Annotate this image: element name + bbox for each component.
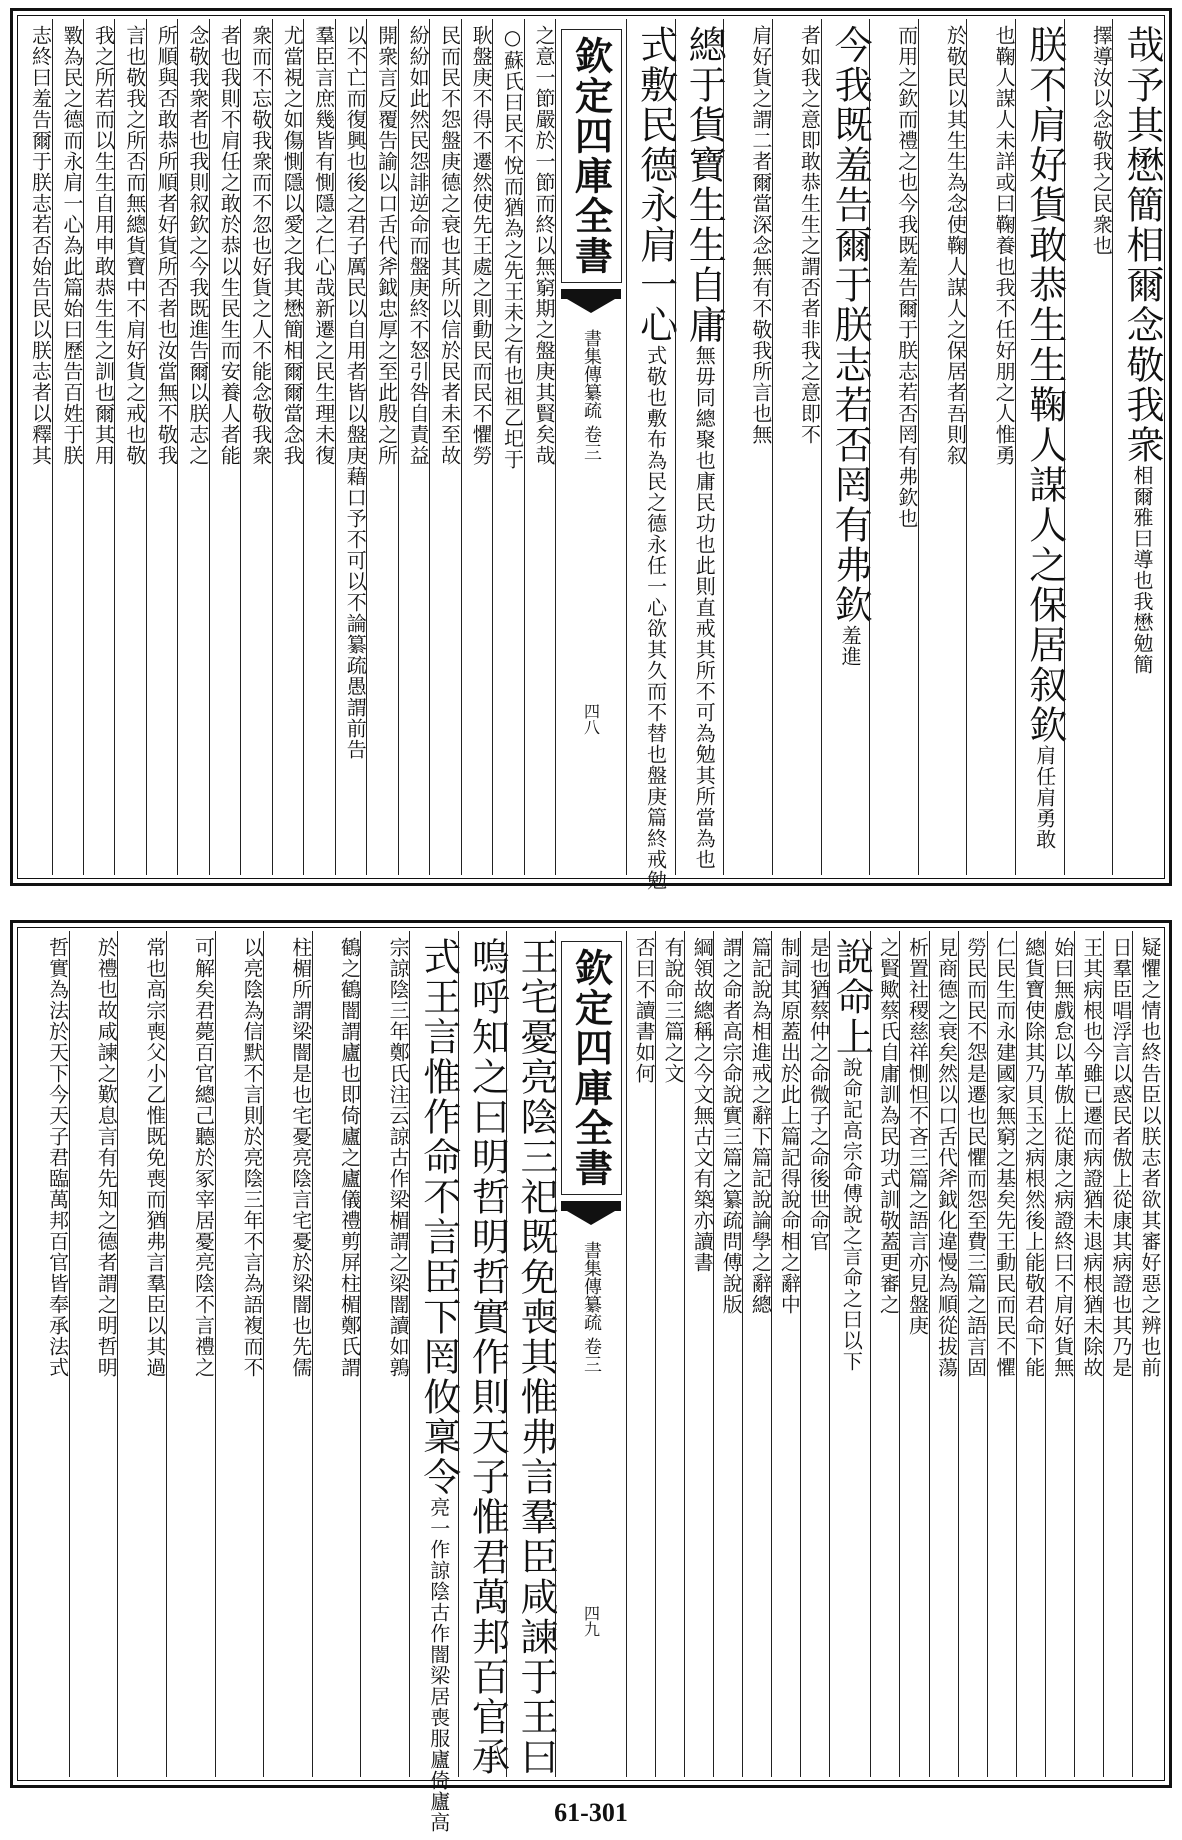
- text-column: [524, 19, 555, 875]
- text-column: [240, 19, 271, 875]
- text-column: [461, 19, 492, 875]
- main-text: 王宅憂亮陰三祀既免喪其惟弗言羣臣咸諫于王曰: [514, 937, 558, 1777]
- commentary-text: 開衆言反覆告諭以口舌代斧鉞忠厚之至此殷之所: [374, 25, 399, 466]
- text-column: [303, 19, 334, 875]
- commentary-text: 鶴之鶴闇謂廬也即倚廬之廬儀禮剪屏柱楣鄭氏謂: [337, 937, 362, 1378]
- upper-leaf-content: [21, 19, 1164, 891]
- commentary-text: 之賢歟蔡氏自庸訓為民功式訓敬蓋更審之: [876, 937, 901, 1315]
- text-column: [684, 931, 713, 1777]
- lower-fold-margin: [555, 931, 627, 1777]
- commentary-text: 紛紛如此然民怨誹逆命而盤庚終不怒引咎自責益: [406, 25, 431, 466]
- text-column: [1045, 931, 1074, 1777]
- upper-right-half: [627, 19, 1164, 891]
- commentary-text: 亮一作諒陰古作闇梁居喪服廬倚廬高: [426, 1497, 451, 1833]
- commentary-text: 尤當視之如傷惻隱以愛之我其懋簡相爾爾當念我: [280, 25, 305, 466]
- text-column: [114, 19, 145, 875]
- main-text: 嗚呼知之曰明哲明哲實作則天子惟君萬邦百官承: [465, 937, 510, 1777]
- commentary-text: 謂之命者高宗命說實三篇之纂疏問傅說版: [719, 937, 744, 1315]
- text-column: [899, 931, 928, 1777]
- commentary-text: 斁為民之德而永肩一心為此篇始曰歷告百姓于朕: [59, 25, 84, 466]
- text-column: [958, 931, 987, 1777]
- text-column: [21, 931, 69, 1777]
- text-column: [366, 19, 397, 875]
- text-column: [177, 19, 208, 875]
- commentary-text: 以亮陰為信默不言則於亮陰三年不言為語複而不: [240, 937, 265, 1378]
- commentary-text: 常也高宗喪父小乙惟既免喪而猶弗言羣臣以其過: [142, 937, 167, 1378]
- text-column: [398, 19, 429, 875]
- commentary-text: 之意一節嚴於一節而終以無窮期之盤庚其賢矣哉: [532, 25, 556, 466]
- commentary-text: 於敬民以其生生為念使鞠人謀人之保居者吾則叙: [943, 25, 968, 466]
- text-column: [870, 931, 899, 1777]
- commentary-text: 柱楣所謂梁闇是也宅憂亮陰言宅憂於梁闇也先儒: [288, 937, 313, 1378]
- text-column: [429, 19, 460, 875]
- commentary-text: 篇記說為相進戒之辭下篇記說論學之辭總: [748, 937, 773, 1315]
- main-text: 朕不肩好貨敢恭生生鞠人謀人之保居叙欽: [1022, 25, 1067, 745]
- commentary-text: 肩好貨之謂二者爾當深念無有不敬我所言也無: [748, 25, 773, 445]
- commentary-text: 念敬我衆者也我則叙欽之今我既進告爾以朕志之: [185, 25, 210, 466]
- commentary-text: 志終曰羞告爾于朕志若否始告民以朕志者以釋其: [28, 25, 53, 466]
- commentary-text: 析置社稷慈祥惻怛不吝三篇之語言亦見盤庚: [905, 937, 930, 1336]
- commentary-text: 羞進: [838, 625, 863, 667]
- main-text: 式敷民德永肩一心: [633, 25, 678, 345]
- fold-volume: 卷三: [581, 425, 602, 461]
- lower-left-half: [21, 931, 558, 1833]
- commentary-text: 也鞠人謀人未詳或曰鞠養也我不任好朋之人惟勇: [992, 25, 1017, 466]
- text-column: [675, 19, 727, 875]
- commentary-text: 擇導汝以念敬我之民衆也: [1089, 25, 1114, 256]
- commentary-text: 哲實為法於天下今天子君臨萬邦百官皆奉承法式: [45, 937, 70, 1378]
- text-column: [69, 931, 118, 1777]
- text-column: [987, 931, 1016, 1777]
- commentary-text: 式敬也敷布為民之德永任一心欲其久而不替也盤庚篇終戒勉: [643, 345, 668, 891]
- commentary-text: 於禮也故咸諫之歎息言有先知之德者謂之明哲明: [94, 937, 119, 1378]
- lower-right-half: [627, 931, 1161, 1777]
- commentary-text: 所順與否敢恭所順者好貨所否者也汝當無不敬我: [154, 25, 179, 466]
- text-column: [772, 19, 821, 875]
- text-column: [166, 931, 215, 1777]
- commentary-text: 言也敬我之所否而無總貨寶中不肩好貨之戒也敬: [122, 25, 147, 466]
- commentary-text: 無毋同總聚也庸民功也此則直戒其所不可為勉其所當為也: [692, 345, 717, 870]
- fold-book-title: 書集傳纂疏: [581, 329, 602, 419]
- page-number: 61-301: [554, 1798, 628, 1827]
- text-column: [506, 931, 558, 1777]
- text-column: [21, 19, 51, 875]
- text-column: [1016, 931, 1045, 1777]
- commentary-text: 疑懼之情也終告臣以朕志者欲其審好惡之辨也前: [1138, 937, 1162, 1378]
- text-column: [52, 19, 83, 875]
- main-text: 哉予其懋簡相爾念敬我衆: [1120, 25, 1164, 465]
- upper-fold-margin: [555, 19, 627, 875]
- commentary-text: 宗諒陰三年鄭氏注云諒古作梁楣謂之梁闇讀如鶉: [386, 937, 411, 1378]
- text-column: [800, 931, 829, 1777]
- commentary-text: 王其病根也今雖已遷而病證猶未退病根猶未除故: [1079, 937, 1104, 1378]
- fish-tail-mark-icon: [561, 289, 621, 315]
- commentary-text: 我之所若而以生生自用申敢恭生生之訓也爾其用: [91, 25, 116, 466]
- text-column: [409, 931, 461, 1833]
- text-column: [1015, 19, 1067, 875]
- text-column: [209, 19, 240, 875]
- text-column: [272, 19, 303, 875]
- fish-tail-mark-icon: [561, 1201, 621, 1227]
- text-column: [1064, 19, 1113, 875]
- text-column: [312, 931, 361, 1777]
- text-column: [771, 931, 800, 1777]
- commentary-text: 否曰不讀書如何: [632, 937, 657, 1084]
- commentary-text: 者如我之意即敢恭生生之謂否者非我之意即不: [797, 25, 822, 445]
- text-column: [263, 931, 312, 1777]
- commentary-text: 仁民生而永建國家無窮之基矣先王動民而民不懼: [992, 937, 1017, 1378]
- upper-left-half: [21, 19, 555, 875]
- text-column: [360, 931, 409, 1777]
- main-text: 式王言惟作命不言臣下罔攸稟令: [416, 937, 461, 1497]
- main-text: 今我既羞告爾于朕志若否罔有弗欽: [828, 25, 873, 625]
- commentary-text: 相爾雅曰導也我懋勉簡: [1130, 465, 1154, 675]
- commentary-text: 制詞其原蓋出於此上篇記得說命相之辭中: [777, 937, 802, 1315]
- commentary-text: 是也猶蔡仲之命微子之命後世命官: [806, 937, 831, 1252]
- commentary-text: 衆而不忘敬我衆而不忽也好貨之人不能念敬我衆: [248, 25, 273, 466]
- commentary-text: 而用之欽而禮之也今我既羞告爾于朕志若否罔有弗欽也: [894, 25, 919, 529]
- commentary-text: 說命記高宗命傅說之言命之曰以下: [839, 1057, 864, 1372]
- fold-title: 欽定四庫全書: [561, 941, 622, 1195]
- commentary-text: 日羣臣唱浮言以惑民者傲上從康其病證也其乃是: [1108, 937, 1133, 1378]
- commentary-text: 有說命三篇之文: [661, 937, 686, 1084]
- text-column: [458, 931, 510, 1777]
- commentary-text: 民而民不怨盤庚德之衰也其所以信於民者未至故: [437, 25, 462, 466]
- commentary-text: 始曰無戲怠以革傲上從康之病證終曰不肩好貨無: [1050, 937, 1075, 1378]
- commentary-text: 以不亡而復興也後之君子厲民以自用者皆以盤庚藉口予不可以不論纂疏愚謂前告: [343, 25, 368, 760]
- text-column: [146, 19, 177, 875]
- text-column: [1132, 931, 1161, 1777]
- text-column: [869, 19, 918, 875]
- commentary-text: 綱領故總稱之今文無古文有築亦讀書: [690, 937, 715, 1273]
- fold-volume: 卷三: [581, 1337, 602, 1373]
- text-column: [1103, 931, 1132, 1777]
- text-column: [1074, 931, 1103, 1777]
- text-column: [821, 19, 873, 875]
- upper-leaf: [10, 8, 1172, 891]
- fold-leaf-number: 四九: [581, 1605, 601, 1637]
- text-column: [1112, 19, 1164, 875]
- fold-book-title: 書集傳纂疏: [581, 1241, 602, 1331]
- commentary-text: 肩任肩勇敢: [1032, 745, 1057, 850]
- text-column: [966, 19, 1015, 875]
- text-column: [492, 19, 523, 875]
- text-column: [83, 19, 114, 875]
- text-column: [627, 931, 655, 1777]
- text-column: [742, 931, 771, 1777]
- text-column: [117, 931, 166, 1777]
- text-column: [929, 931, 958, 1777]
- text-column: [335, 19, 366, 875]
- commentary-text: 耿盤庚不得不遷然使先王處之則動民而民不懼勞: [469, 25, 494, 466]
- text-column: [918, 19, 967, 875]
- commentary-text: 總貨寶使除其乃貝玉之病根然後上能敬君命下能: [1021, 937, 1046, 1378]
- commentary-text: 羣臣言庶幾皆有惻隱之仁心哉新遷之民生理未復: [311, 25, 336, 466]
- text-column: [627, 19, 678, 891]
- text-column: [713, 931, 742, 1777]
- commentary-text: 見商德之衰矣然以口舌代斧鉞化違慢為順從拔蕩: [934, 937, 959, 1378]
- main-text: 總于貨寶生生自庸: [682, 25, 727, 345]
- commentary-text: 可解矣君薨百官總己聽於冢宰居憂亮陰不言禮之: [191, 937, 216, 1378]
- text-column: [723, 19, 772, 875]
- commentary-text: ○蘇氏曰民不悅而猶為之先王未之有也祖乙圯于: [500, 25, 525, 470]
- text-column: [215, 931, 264, 1777]
- fold-leaf-number: 四八: [581, 703, 601, 735]
- fold-title: 欽定四庫全書: [561, 29, 622, 283]
- text-column: [655, 931, 684, 1777]
- commentary-text: 者也我則不肩任之敢於恭以生民生而安養人者能: [217, 25, 242, 466]
- commentary-text: 勞民而民不怨是遷也民懼而怨至費三篇之語言固: [963, 937, 988, 1378]
- main-text: 說命上: [829, 937, 874, 1057]
- text-column: [829, 931, 874, 1777]
